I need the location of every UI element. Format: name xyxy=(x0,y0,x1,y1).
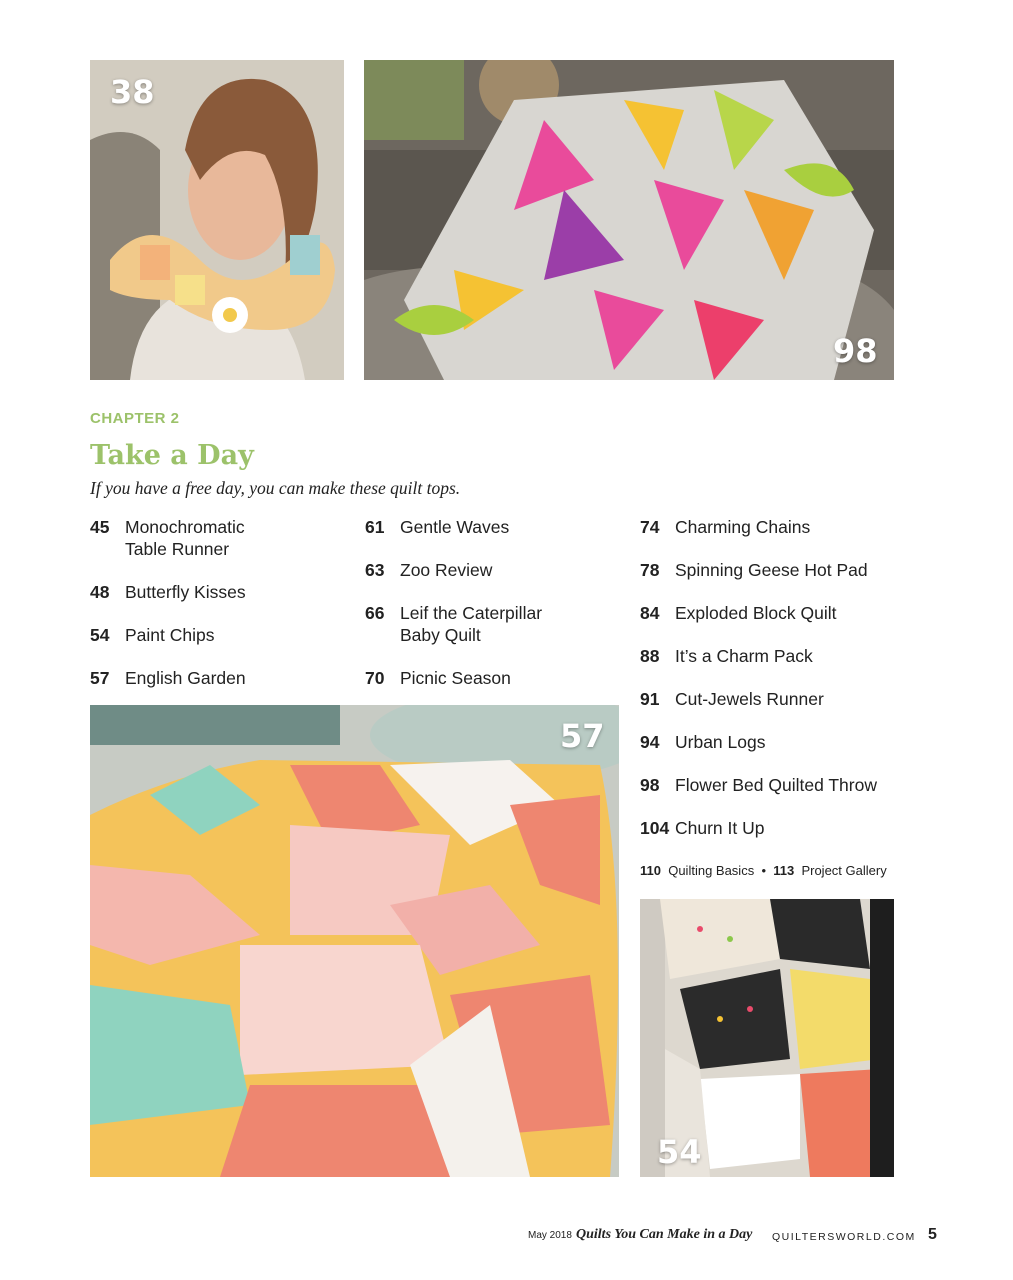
toc-project-name: Urban Logs xyxy=(675,732,766,752)
toc-project-name: Charming Chains xyxy=(675,517,811,537)
toc-entry xyxy=(365,602,550,646)
chapter-label: CHAPTER 2 xyxy=(90,410,180,427)
footer-magazine-title: Quilts You Can Make in a Day xyxy=(576,1227,753,1242)
toc-entry xyxy=(90,667,335,689)
extras-page-number: 110 xyxy=(640,863,661,878)
toc-page-number: 66 xyxy=(365,603,385,623)
toc-page-number: 45 xyxy=(90,517,110,537)
toc-entry xyxy=(90,516,265,560)
toc-page-number: 94 xyxy=(640,732,660,752)
toc-page-number: 63 xyxy=(365,560,385,580)
photo-quilted-throw xyxy=(364,60,894,380)
footer-website: QUILTERSWORLD.COM xyxy=(772,1231,916,1243)
toc-extras xyxy=(640,863,887,878)
toc-entry xyxy=(365,516,610,538)
toc-project-name: Paint Chips xyxy=(125,625,215,645)
toc-page-number: 91 xyxy=(640,689,660,709)
toc-page-number: 78 xyxy=(640,560,660,580)
toc-project-name: Butterfly Kisses xyxy=(125,582,246,602)
toc-entry xyxy=(640,688,885,710)
toc-entry xyxy=(90,581,335,603)
footer-date: May 2018 xyxy=(528,1230,572,1241)
extras-label: Quilting Basics xyxy=(668,863,755,878)
toc-entry xyxy=(640,516,885,538)
toc-entry xyxy=(365,667,610,689)
toc-project-name: Monochromatic Table Runner xyxy=(125,517,245,559)
toc-project-name: English Garden xyxy=(125,668,246,688)
toc-project-name: Churn It Up xyxy=(675,818,765,838)
photo-page-number: 38 xyxy=(110,73,155,111)
photo-page-number: 98 xyxy=(833,332,878,370)
toc-entry xyxy=(90,624,335,646)
toc-page-number: 48 xyxy=(90,582,110,602)
toc-page-number: 61 xyxy=(365,517,385,537)
toc-project-name: It’s a Charm Pack xyxy=(675,646,813,666)
toc-page-number: 88 xyxy=(640,646,660,666)
toc-entry xyxy=(640,602,885,624)
toc-entry xyxy=(640,559,885,581)
toc-page-number: 84 xyxy=(640,603,660,623)
toc-project-name: Spinning Geese Hot Pad xyxy=(675,560,868,580)
toc-project-name: Picnic Season xyxy=(400,668,511,688)
toc-project-name: Cut-Jewels Runner xyxy=(675,689,824,709)
toc-project-name: Zoo Review xyxy=(400,560,493,580)
photo-english-garden-quilt xyxy=(90,705,619,1177)
extras-separator: • xyxy=(761,863,766,878)
toc-page-number: 74 xyxy=(640,517,660,537)
toc-project-name: Gentle Waves xyxy=(400,517,510,537)
toc-page-number: 57 xyxy=(90,668,110,688)
extras-label: Project Gallery xyxy=(801,863,887,878)
toc-page-number: 104 xyxy=(640,818,670,838)
chapter-title: Take a Day xyxy=(90,440,254,471)
page-number: 5 xyxy=(928,1226,937,1243)
toc-entry xyxy=(640,645,885,667)
toc-entry xyxy=(365,559,610,581)
photo-page-number: 54 xyxy=(657,1133,702,1171)
toc-entry xyxy=(640,774,885,796)
toc-project-name: Leif the Caterpillar Baby Quilt xyxy=(400,603,543,645)
toc-page-number: 98 xyxy=(640,775,660,795)
toc-entry xyxy=(640,817,885,839)
photo-page-number: 57 xyxy=(560,717,605,755)
chapter-subtitle: If you have a free day, you can make these quilt tops. xyxy=(90,478,461,498)
extras-page-number: 113 xyxy=(773,863,795,878)
toc-project-name: Exploded Block Quilt xyxy=(675,603,837,623)
toc-project-name: Flower Bed Quilted Throw xyxy=(675,775,877,795)
toc-page-number: 70 xyxy=(365,668,385,688)
toc-entry xyxy=(640,731,885,753)
toc-page-number: 54 xyxy=(90,625,110,645)
